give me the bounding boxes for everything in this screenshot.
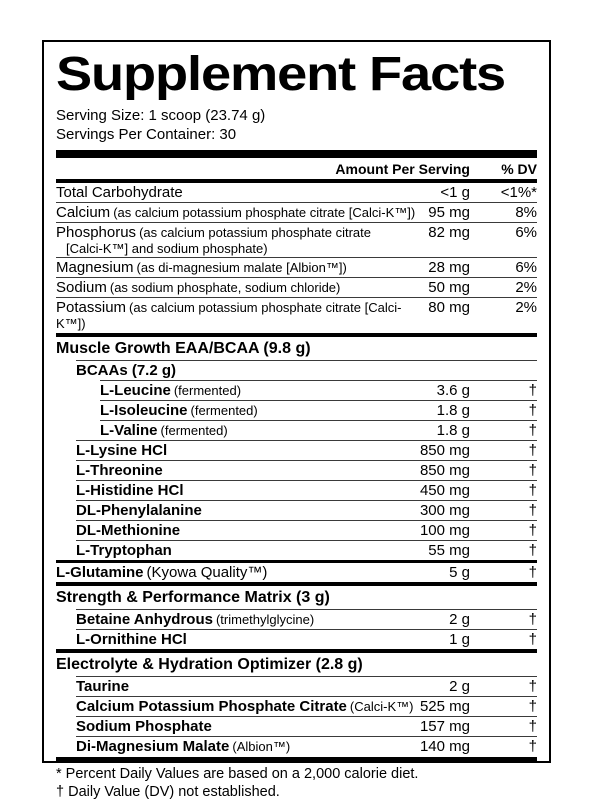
section-heading-muscle-growth: Muscle Growth EAA/BCAA (9.8 g) [56, 340, 311, 357]
dv-value: 6% [515, 224, 537, 241]
ingredient-name: Di-Magnesium Malate [76, 738, 230, 755]
dv-value: † [528, 631, 537, 648]
amount-value: 850 mg [419, 442, 470, 459]
table-row [56, 560, 537, 582]
ingredient-descriptor: (Albion™) [232, 739, 291, 754]
table-row [76, 540, 537, 560]
amount-value: 100 mg [419, 522, 470, 539]
amount-value: 2 g [449, 611, 470, 628]
supplement-facts-label [42, 40, 551, 800]
amount-value: 95 mg [428, 204, 470, 221]
table-row [76, 676, 537, 696]
amount-value: 50 mg [428, 279, 470, 296]
dv-value: 2% [515, 279, 537, 296]
dv-value: † [528, 678, 537, 695]
dv-value: † [528, 718, 537, 735]
amount-value: 450 mg [419, 482, 470, 499]
ingredient-name: L-Threonine [76, 462, 163, 479]
table-row [56, 277, 537, 297]
amount-value: 3.6 g [436, 382, 470, 399]
amount-value: 525 mg [419, 698, 470, 715]
ingredient-name: L-Histidine HCl [76, 482, 184, 499]
amount-value: 157 mg [419, 718, 470, 735]
ingredient-descriptor: (as calcium potassium phosphate citrate [139, 225, 372, 240]
dv-value: † [528, 382, 537, 399]
ingredient-descriptor: (fermented) [190, 403, 258, 418]
table-row [100, 380, 537, 400]
table-row [76, 716, 537, 736]
amount-value: 28 mg [428, 259, 470, 276]
table-row [76, 460, 537, 480]
ingredient-name: Total Carbohydrate [56, 184, 183, 201]
table-row [76, 629, 537, 649]
ingredient-name: Taurine [76, 678, 130, 695]
amount-value: 55 mg [428, 542, 470, 559]
amount-value: 850 mg [419, 462, 470, 479]
serving-info [56, 106, 537, 144]
ingredient-name: L-Valine [100, 422, 158, 439]
dv-value: † [528, 482, 537, 499]
ingredient-descriptor: (fermented) [173, 383, 242, 398]
ingredient-descriptor: (trimethylglycine) [215, 612, 315, 627]
ingredient-descriptor: (as calcium potassium phosphate citrate [Calci-K™]) [113, 205, 416, 220]
section-heading-strength: Strength & Performance Matrix (3 g) [56, 589, 330, 606]
ingredient-descriptor: (Kyowa Quality™) [146, 564, 268, 581]
amount-value: 1 g [449, 631, 470, 648]
divider-bar-thick [56, 150, 537, 158]
table-row [76, 440, 537, 460]
dv-column-header: % DV [501, 161, 537, 177]
ingredient-descriptor-line2: [Calci-K™] and sodium phosphate) [66, 241, 268, 256]
section-heading-electrolyte: Electrolyte & Hydration Optimizer (2.8 g) [56, 656, 363, 673]
ingredient-name: L-Lysine HCl [76, 442, 168, 459]
ingredient-descriptor: (as sodium phosphate, sodium chloride) [109, 280, 341, 295]
table-row [56, 222, 537, 257]
dv-value: † [528, 522, 537, 539]
table-row [76, 609, 537, 629]
ingredient-descriptor: (Calci-K™) [349, 699, 414, 714]
amount-value: 300 mg [419, 502, 470, 519]
table-row [76, 500, 537, 520]
dv-value: † [528, 442, 537, 459]
amount-value: 80 mg [428, 299, 470, 316]
ingredient-name: Calcium [56, 204, 111, 221]
servings-per-container: Servings Per Container: 30 [56, 126, 237, 143]
dv-value: 8% [515, 204, 537, 221]
ingredient-name: L-Ornithine HCl [76, 631, 187, 648]
table-row [76, 360, 537, 380]
ingredient-name: DL-Methionine [76, 522, 181, 539]
table-row [76, 736, 537, 756]
table-row [56, 257, 537, 277]
dv-value: † [528, 611, 537, 628]
amount-value: 5 g [449, 564, 470, 581]
label-title: Supplement Facts [56, 48, 506, 101]
ingredient-name: Betaine Anhydrous [76, 611, 213, 628]
ingredient-name: DL-Phenylalanine [76, 502, 202, 519]
amount-value: 2 g [449, 678, 470, 695]
amount-value: 1.8 g [436, 402, 470, 419]
dv-value: † [528, 738, 537, 755]
dv-value: † [528, 564, 537, 581]
ingredient-descriptor: (as di-magnesium malate [Albion™]) [136, 260, 347, 275]
dv-value: <1%* [500, 184, 537, 201]
table-row [100, 420, 537, 440]
table-row [100, 400, 537, 420]
table-row [76, 480, 537, 500]
ingredient-name: Sodium [56, 279, 107, 296]
ingredient-name: Calcium Potassium Phosphate Citrate [76, 698, 347, 715]
ingredient-name: Sodium Phosphate [76, 718, 212, 735]
table-row [56, 183, 537, 202]
dv-value: † [528, 422, 537, 439]
table-row [56, 202, 537, 222]
dv-value: † [528, 402, 537, 419]
amount-value: 1.8 g [436, 422, 470, 439]
dagger-footnote: † Daily Value (DV) not established. [56, 784, 280, 800]
dv-value: † [528, 698, 537, 715]
ingredient-descriptor: (as calcium potassium phosphate citrate [Calci-K™]) [56, 300, 402, 331]
table-row [76, 696, 537, 716]
footnotes [56, 762, 537, 801]
amount-value: <1 g [440, 184, 470, 201]
ingredient-name: Potassium [56, 299, 127, 316]
ingredient-name: BCAAs (7.2 g) [76, 362, 177, 379]
ingredient-name: L-Isoleucine [100, 402, 188, 419]
ingredient-name: L-Tryptophan [76, 542, 172, 559]
ingredient-name: Phosphorus [56, 224, 137, 241]
ingredient-name: L-Leucine [100, 382, 171, 399]
dv-value: † [528, 502, 537, 519]
table-row [56, 297, 537, 333]
dv-value: † [528, 542, 537, 559]
amount-column-header: Amount Per Serving [335, 161, 470, 177]
amount-value: 140 mg [419, 738, 470, 755]
ingredient-name: Magnesium [56, 259, 134, 276]
amount-value: 82 mg [428, 224, 470, 241]
table-row [76, 520, 537, 540]
serving-size: Serving Size: 1 scoop (23.74 g) [56, 107, 266, 124]
ingredient-descriptor: (fermented) [160, 423, 228, 438]
daily-value-footnote: * Percent Daily Values are based on a 2,000 calorie diet. [56, 766, 419, 782]
ingredient-name: L-Glutamine [56, 564, 144, 581]
dv-value: 6% [515, 259, 537, 276]
dv-value: 2% [515, 299, 537, 316]
dv-value: † [528, 462, 537, 479]
column-header-row [56, 158, 537, 179]
